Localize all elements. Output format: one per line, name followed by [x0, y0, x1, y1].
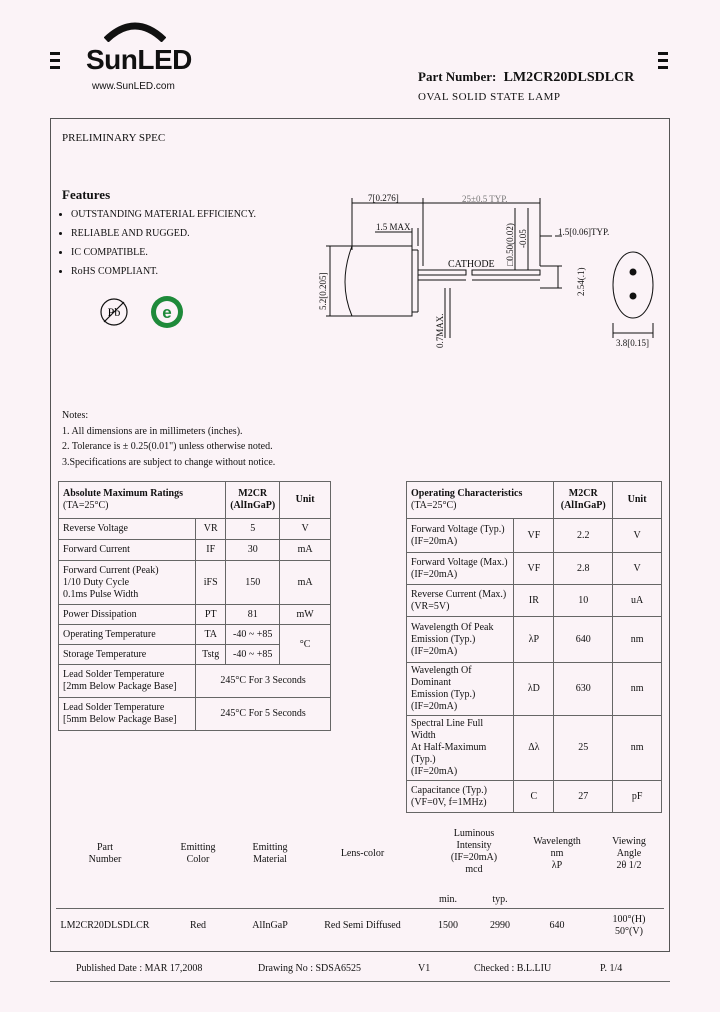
feature-item: • RoHS COMPLIANT.	[71, 265, 256, 279]
abs-max-cond: (TA=25°C)	[63, 500, 109, 511]
table-row	[59, 605, 331, 625]
dim-lead-square: □0.50(0.02)	[505, 223, 515, 266]
unit: pF	[613, 781, 662, 813]
dim-neck: 0.7MAX.	[435, 313, 445, 348]
abs-max-header	[59, 482, 226, 519]
unit: mW	[280, 605, 331, 625]
table-row	[59, 561, 331, 605]
value: 245°C For 3 Seconds	[196, 665, 331, 698]
website[interactable]: www.SunLED.com	[92, 81, 175, 92]
note-item: 2. Tolerance is ± 0.25(0.01") unless otherwise noted.	[62, 441, 273, 452]
symbol: VF	[514, 553, 554, 585]
value: 81	[226, 605, 280, 625]
col-header-intensity: Luminous Intensity (IF=20mA) mcd	[450, 828, 498, 875]
dim-width: 7[0.276]	[368, 193, 399, 203]
table-row	[407, 716, 662, 781]
value: -40 ~ +85	[226, 645, 280, 665]
symbol: TA	[196, 625, 226, 645]
part-number-block	[418, 69, 634, 86]
abs-max-table	[58, 481, 331, 731]
feature-item: • OUTSTANDING MATERIAL EFFICIENCY.	[71, 208, 256, 222]
param: Forward Voltage (Typ.) (IF=20mA)	[407, 519, 514, 553]
unit: V	[613, 553, 662, 585]
value: 640	[554, 617, 613, 663]
part-number: LM2CR20DLSDLCR	[503, 70, 635, 85]
unit: nm	[613, 617, 662, 663]
param: Wavelength Of Dominant Emission (Typ.) (IF=20mA)	[407, 663, 514, 716]
param: Power Dissipation	[59, 605, 196, 625]
unit: nm	[613, 716, 662, 781]
dim-height: 5.2[0.205]	[318, 272, 328, 310]
symbol: Δλ	[514, 716, 554, 781]
row-part: LM2CR20DLSDLCR	[60, 920, 150, 931]
op-char-table	[406, 481, 662, 813]
dim-lead-tol: -0.05	[518, 229, 528, 248]
unit: uA	[613, 585, 662, 617]
left-bar-marks	[50, 52, 60, 73]
symbol: IR	[514, 585, 554, 617]
op-char-unit-header: Unit	[613, 482, 662, 519]
unit: mA	[280, 561, 331, 605]
unit: V	[613, 519, 662, 553]
unit: °C	[280, 625, 331, 665]
table-row	[59, 519, 331, 540]
symbol: VF	[514, 519, 554, 553]
col-header-color: Emitting Color	[180, 842, 216, 865]
value: 2.8	[554, 553, 613, 585]
notes	[62, 408, 275, 470]
symbol: iFS	[196, 561, 226, 605]
row-color: Red	[189, 920, 207, 931]
param: Lead Solder Temperature [5mm Below Package Base]	[59, 698, 196, 731]
table-row	[407, 553, 662, 585]
row-typ: 2990	[490, 920, 510, 931]
value: 630	[554, 663, 613, 716]
table-divider	[56, 908, 664, 909]
value: 5	[226, 519, 280, 540]
row-min: 1500	[438, 920, 458, 931]
op-char-col-sub: (AlInGaP)	[560, 500, 606, 511]
param: Reverse Voltage	[59, 519, 196, 540]
package-dimension-drawing	[300, 188, 670, 358]
col-header-angle: Viewing Angle 2θ 1/2	[612, 836, 646, 871]
col-header-typ: typ.	[492, 894, 508, 905]
note-item: 3.Specifications are subject to change without notice.	[62, 456, 276, 468]
footer	[50, 957, 670, 997]
value: 2.2	[554, 519, 613, 553]
col-header-wavelength: Wavelength nm λP	[533, 836, 581, 871]
col-header-part: Part Number	[88, 842, 122, 865]
value: -40 ~ +85	[226, 625, 280, 645]
table-row	[407, 617, 662, 663]
param: Lead Solder Temperature [2mm Below Package Base]	[59, 665, 196, 698]
param: Capacitance (Typ.) (VF=0V, f=1MHz)	[407, 781, 514, 813]
drawing-number: Drawing No : SDSA6525	[258, 963, 362, 974]
param: Forward Voltage (Max.) (IF=20mA)	[407, 553, 514, 585]
product-table	[50, 820, 670, 940]
op-char-header	[407, 482, 554, 519]
dim-typ: 1.5[0.06]TYP.	[558, 227, 610, 237]
part-number-label: Part Number:	[418, 69, 497, 84]
op-char-cond: (TA=25°C)	[411, 500, 457, 511]
param: Forward Current (Peak) 1/10 Duty Cycle 0.1ms Pulse Width	[59, 561, 196, 605]
op-char-col	[554, 482, 613, 519]
table-row	[59, 625, 331, 645]
sunled-logo-arc	[104, 18, 166, 42]
value: 150	[226, 561, 280, 605]
table-row	[407, 585, 662, 617]
param: Wavelength Of Peak Emission (Typ.) (IF=20mA)	[407, 617, 514, 663]
table-row	[407, 781, 662, 813]
value: 25	[554, 716, 613, 781]
symbol: PT	[196, 605, 226, 625]
param: Forward Current	[59, 540, 196, 561]
abs-max-col-sub: (AlInGaP)	[230, 500, 276, 511]
product-type: OVAL SOLID STATE LAMP	[418, 91, 561, 103]
dim-lead-length: 25±0.5 TYP.	[462, 194, 508, 204]
unit: nm	[613, 663, 662, 716]
col-header-lens: Lens-color	[340, 848, 385, 859]
pb-free-icon-label: Pb	[107, 305, 121, 319]
checked-by: Checked : B.L.LIU	[474, 963, 552, 974]
dim-pitch: 2.54(.1)	[576, 267, 586, 296]
footer-rule	[50, 981, 670, 982]
published-date: Published Date : MAR 17,2008	[76, 963, 203, 974]
cathode-label: CATHODE	[448, 259, 495, 270]
col-header-min: min.	[438, 894, 458, 905]
note-item: 1. All dimensions are in millimeters (inches).	[62, 425, 243, 437]
param: Reverse Current (Max.) (VR=5V)	[407, 585, 514, 617]
row-wavelength: 640	[549, 920, 565, 931]
brand-logo: SunLED	[86, 44, 192, 75]
unit: V	[280, 519, 331, 540]
feature-item: • IC COMPATIBLE.	[71, 246, 256, 260]
value: 30	[226, 540, 280, 561]
version: V1	[418, 963, 431, 974]
param: Spectral Line Full Width At Half-Maximum (Typ.) (IF=20mA)	[407, 716, 514, 781]
spec-status: PRELIMINARY SPEC	[62, 132, 166, 144]
symbol: Tstg	[196, 645, 226, 665]
symbol: VR	[196, 519, 226, 540]
abs-max-col-name: M2CR	[238, 488, 268, 499]
unit: mA	[280, 540, 331, 561]
param: Operating Temperature	[59, 625, 196, 645]
op-char-col-name: M2CR	[568, 488, 598, 499]
features-list	[62, 208, 256, 284]
value: 10	[554, 585, 613, 617]
symbol: λD	[514, 663, 554, 716]
rohs-eco-icon	[149, 294, 185, 330]
table-row	[407, 519, 662, 553]
op-char-title: Operating Characteristics	[411, 488, 523, 499]
right-bar-marks	[658, 52, 668, 73]
symbol: λP	[514, 617, 554, 663]
pb-free-icon	[99, 297, 129, 327]
features-title: Features	[62, 187, 111, 202]
table-row	[407, 663, 662, 716]
param: Storage Temperature	[59, 645, 196, 665]
row-lens: Red Semi Diffused	[324, 920, 401, 931]
symbol: IF	[196, 540, 226, 561]
table-row	[59, 540, 331, 561]
feature-item: • RELIABLE AND RUGGED.	[71, 227, 256, 241]
dim-depth: 3.8[0.15]	[616, 338, 649, 348]
abs-max-col	[226, 482, 280, 519]
value: 245°C For 5 Seconds	[196, 698, 331, 731]
value: 27	[554, 781, 613, 813]
row-angle: 100°(H) 50°(V)	[612, 914, 646, 937]
row-material: AlInGaP	[252, 920, 288, 931]
abs-max-unit-header: Unit	[280, 482, 331, 519]
abs-max-title: Absolute Maximum Ratings	[63, 488, 184, 499]
notes-title: Notes:	[62, 410, 89, 421]
col-header-material: Emitting Material	[252, 842, 288, 865]
page-number: P. 1/4	[600, 963, 623, 974]
symbol: C	[514, 781, 554, 813]
table-row	[59, 665, 331, 698]
table-row	[59, 698, 331, 731]
dim-flange: 1.5 MAX	[376, 222, 411, 232]
rohs-eco-icon-label: e	[162, 303, 172, 322]
